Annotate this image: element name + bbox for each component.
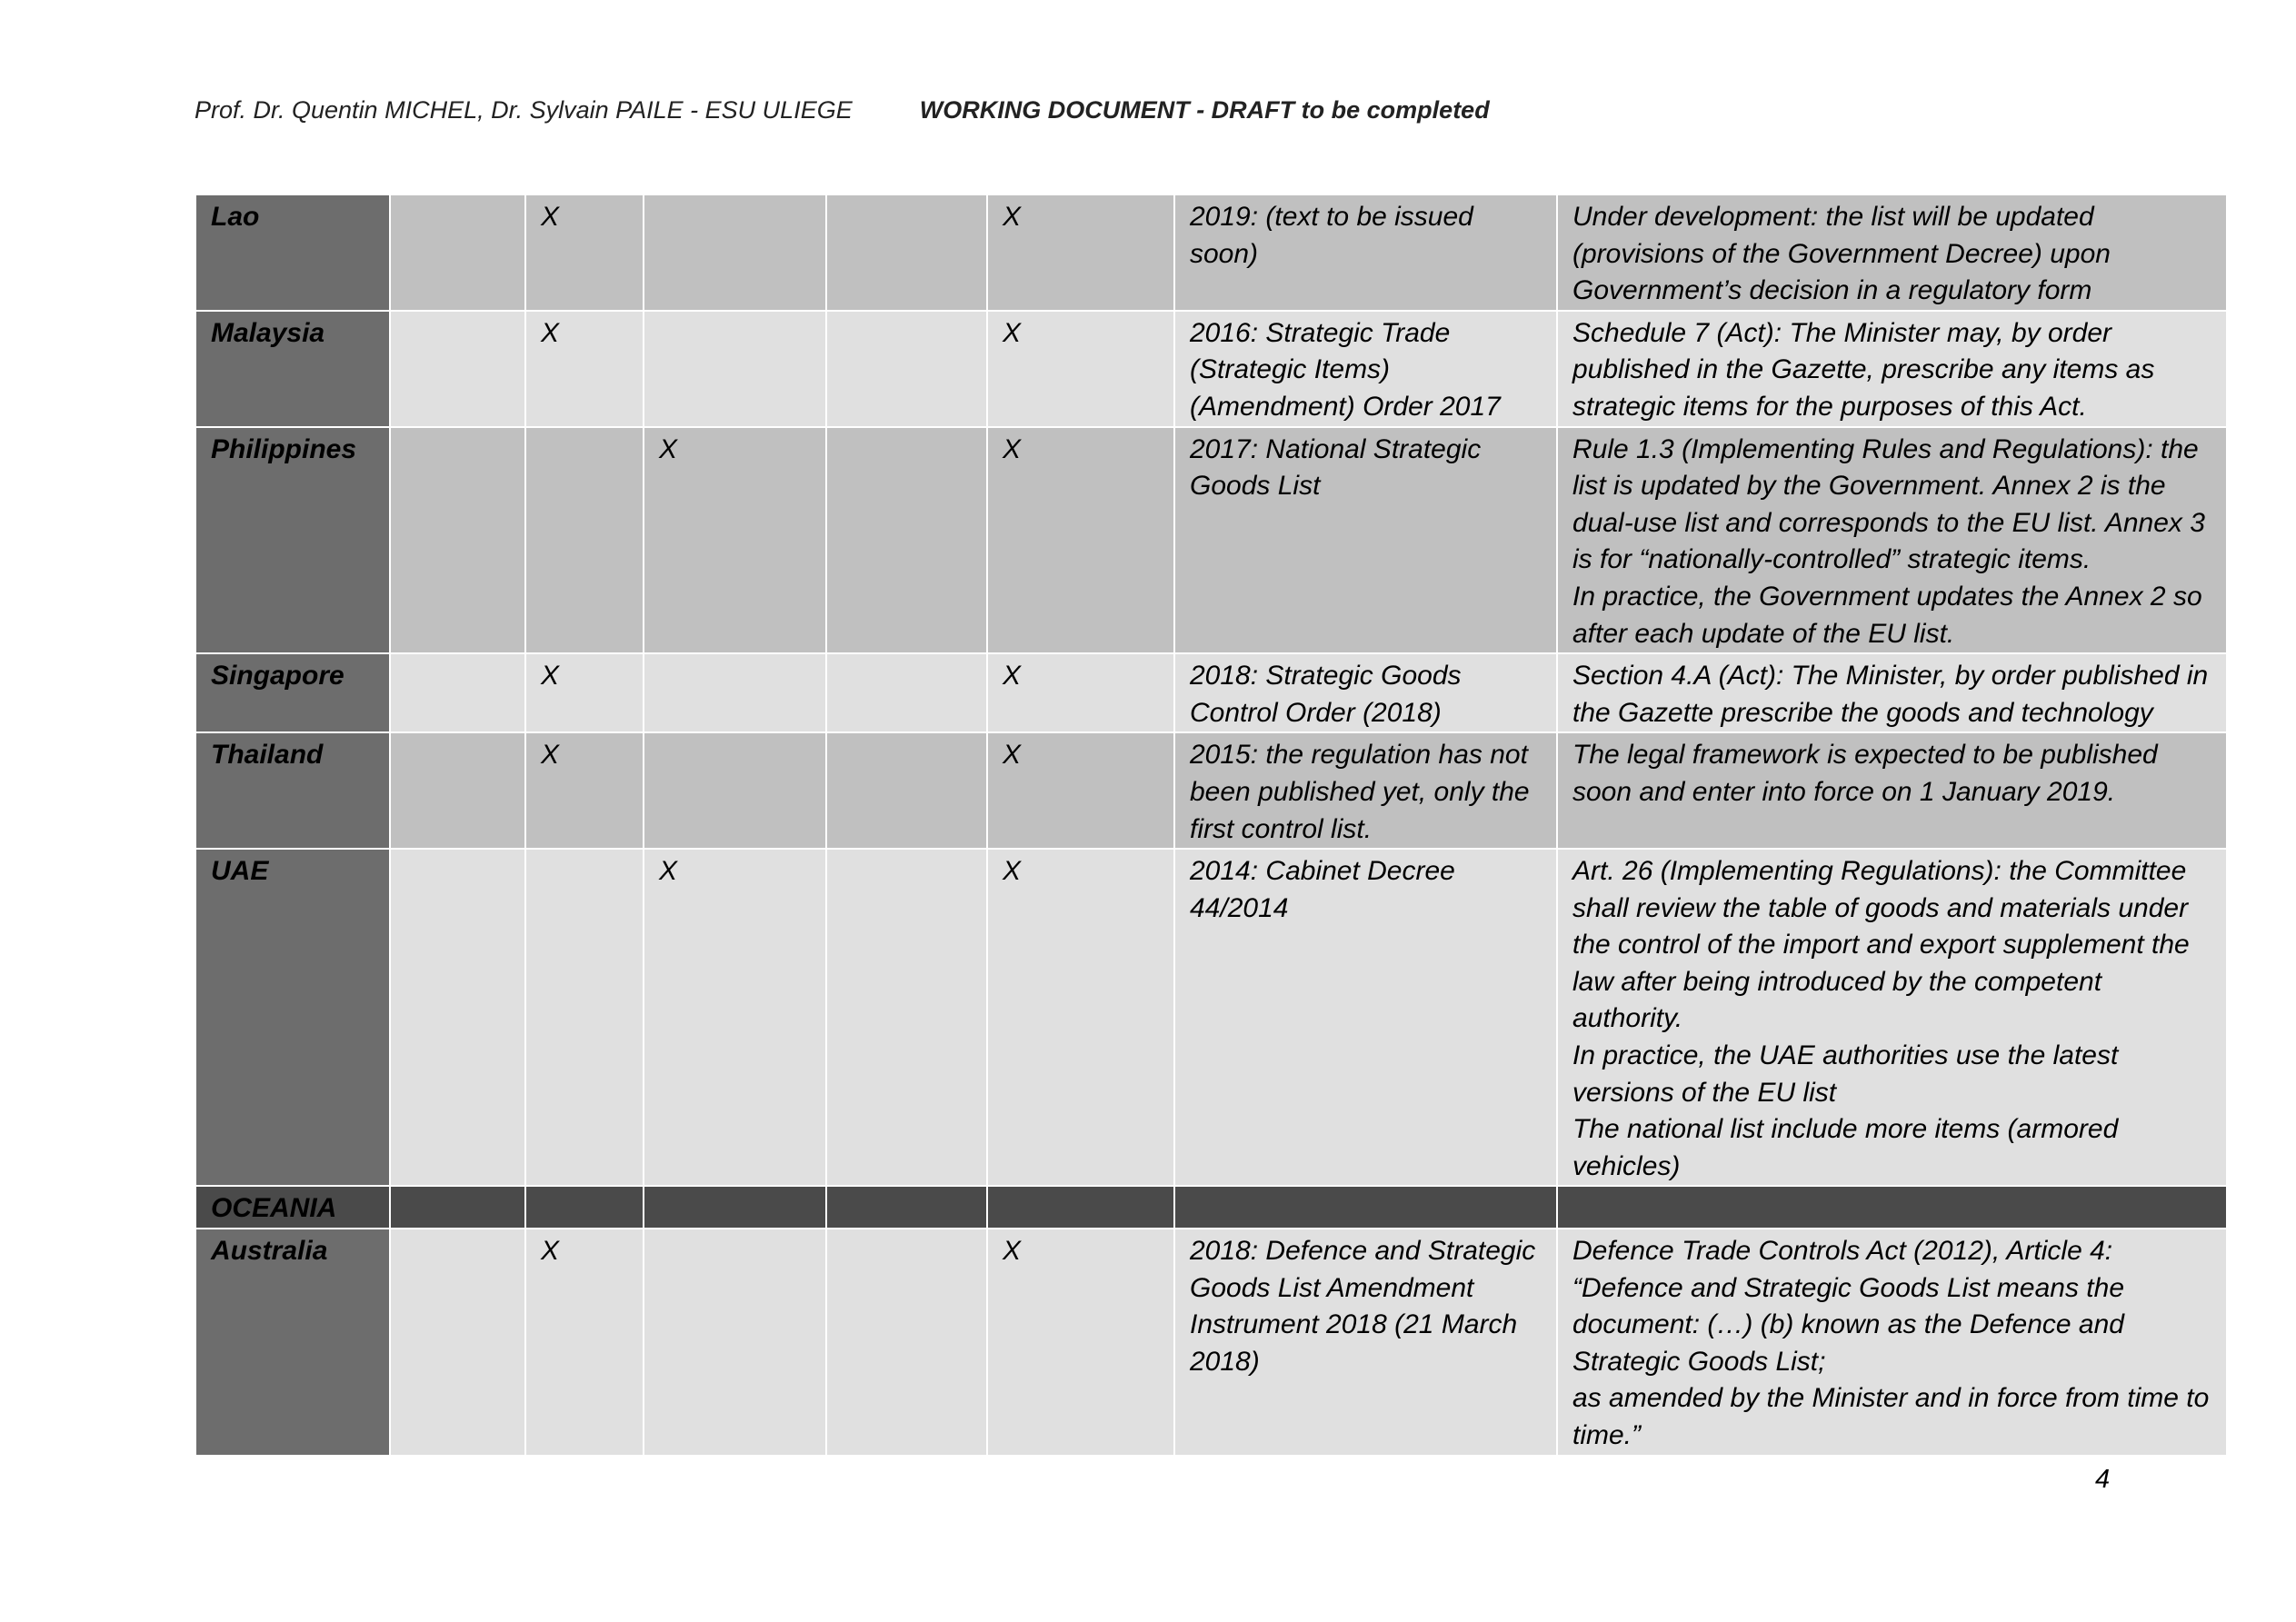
region-cell — [525, 1186, 644, 1229]
year-cell: 2017: National Strategic Goods List — [1174, 427, 1557, 654]
description-cell: Section 4.A (Act): The Minister, by order published in the Gazette prescribe the goods and technology — [1557, 653, 2227, 732]
mark-cell — [644, 311, 826, 427]
mark-cell — [826, 311, 987, 427]
region-name: OCEANIA — [195, 1186, 390, 1229]
mark-cell — [390, 1229, 525, 1456]
country-cell: Lao — [195, 194, 390, 311]
mark-cell: X — [987, 427, 1174, 654]
mark-cell — [826, 427, 987, 654]
region-cell — [826, 1186, 987, 1229]
year-cell: 2016: Strategic Trade (Strategic Items) (Amendment) Order 2017 — [1174, 311, 1557, 427]
mark-cell — [826, 849, 987, 1186]
mark-cell — [525, 849, 644, 1186]
mark-cell: X — [525, 1229, 644, 1456]
mark-cell — [390, 427, 525, 654]
table-row — [195, 732, 2227, 849]
table-row — [195, 427, 2227, 654]
mark-cell: X — [987, 849, 1174, 1186]
header-authors: Prof. Dr. Quentin MICHEL, Dr. Sylvain PAILE - ESU ULIEGE — [195, 96, 853, 124]
table-row — [195, 311, 2227, 427]
description-cell: Art. 26 (Implementing Regulations): the Committee shall review the table of goods and materials under the control of the import and export supplement the law after being introduced by the competent authority. In practice, the UAE authorities use the latest versions of the EU list The national list include more items (armored vehicles) — [1557, 849, 2227, 1186]
mark-cell: X — [987, 653, 1174, 732]
mark-cell — [390, 732, 525, 849]
mark-cell: X — [987, 732, 1174, 849]
country-cell: Philippines — [195, 427, 390, 654]
mark-cell — [390, 194, 525, 311]
country-cell: Malaysia — [195, 311, 390, 427]
mark-cell: X — [987, 311, 1174, 427]
description-cell: Rule 1.3 (Implementing Rules and Regulations): the list is updated by the Government. Annex 2 is the dual-use list and corresponds to the EU list. Annex 3 is for “nationally-controlled” strategic items. In practice, the Government updates the Annex 2 so after each update of the EU list. — [1557, 427, 2227, 654]
mark-cell — [826, 1229, 987, 1456]
mark-cell — [525, 427, 644, 654]
mark-cell — [390, 849, 525, 1186]
year-cell: 2018: Defence and Strategic Goods List Amendment Instrument 2018 (21 March 2018) — [1174, 1229, 1557, 1456]
table-row — [195, 194, 2227, 311]
page-number: 4 — [2095, 1465, 2111, 1494]
year-cell: 2018: Strategic Goods Control Order (2018) — [1174, 653, 1557, 732]
mark-cell — [826, 653, 987, 732]
mark-cell — [390, 311, 525, 427]
description-cell: Defence Trade Controls Act (2012), Article 4: “Defence and Strategic Goods List means the document: (…) (b) known as the Defence and Strategic Goods List; as amended by the Minister and in force from time to time.” — [1557, 1229, 2227, 1456]
description-cell: Schedule 7 (Act): The Minister may, by order published in the Gazette, prescribe any items as strategic items for the purposes of this Act. — [1557, 311, 2227, 427]
region-cell — [987, 1186, 1174, 1229]
region-cell — [1557, 1186, 2227, 1229]
mark-cell: X — [525, 194, 644, 311]
mark-cell: X — [644, 849, 826, 1186]
mark-cell — [826, 194, 987, 311]
mark-cell — [826, 732, 987, 849]
control-list-table — [195, 194, 2228, 1457]
page-header — [195, 96, 1490, 124]
year-cell: 2014: Cabinet Decree 44/2014 — [1174, 849, 1557, 1186]
country-cell: Thailand — [195, 732, 390, 849]
region-cell — [1174, 1186, 1557, 1229]
mark-cell: X — [644, 427, 826, 654]
mark-cell: X — [525, 732, 644, 849]
description-cell: The legal framework is expected to be published soon and enter into force on 1 January 2019. — [1557, 732, 2227, 849]
region-cell — [644, 1186, 826, 1229]
mark-cell: X — [525, 311, 644, 427]
region-row — [195, 1186, 2227, 1229]
mark-cell — [644, 653, 826, 732]
year-cell: 2015: the regulation has not been published yet, only the first control list. — [1174, 732, 1557, 849]
mark-cell — [644, 732, 826, 849]
header-status: WORKING DOCUMENT - DRAFT to be completed — [919, 96, 1490, 124]
year-cell: 2019: (text to be issued soon) — [1174, 194, 1557, 311]
table-row — [195, 849, 2227, 1186]
mark-cell: X — [987, 1229, 1174, 1456]
mark-cell: X — [525, 653, 644, 732]
mark-cell — [390, 653, 525, 732]
description-cell: Under development: the list will be updated (provisions of the Government Decree) upon Government’s decision in a regulatory form — [1557, 194, 2227, 311]
country-cell: UAE — [195, 849, 390, 1186]
mark-cell — [644, 194, 826, 311]
mark-cell: X — [987, 194, 1174, 311]
country-cell: Singapore — [195, 653, 390, 732]
table-row — [195, 653, 2227, 732]
table-row — [195, 1229, 2227, 1456]
country-cell: Australia — [195, 1229, 390, 1456]
region-cell — [390, 1186, 525, 1229]
mark-cell — [644, 1229, 826, 1456]
